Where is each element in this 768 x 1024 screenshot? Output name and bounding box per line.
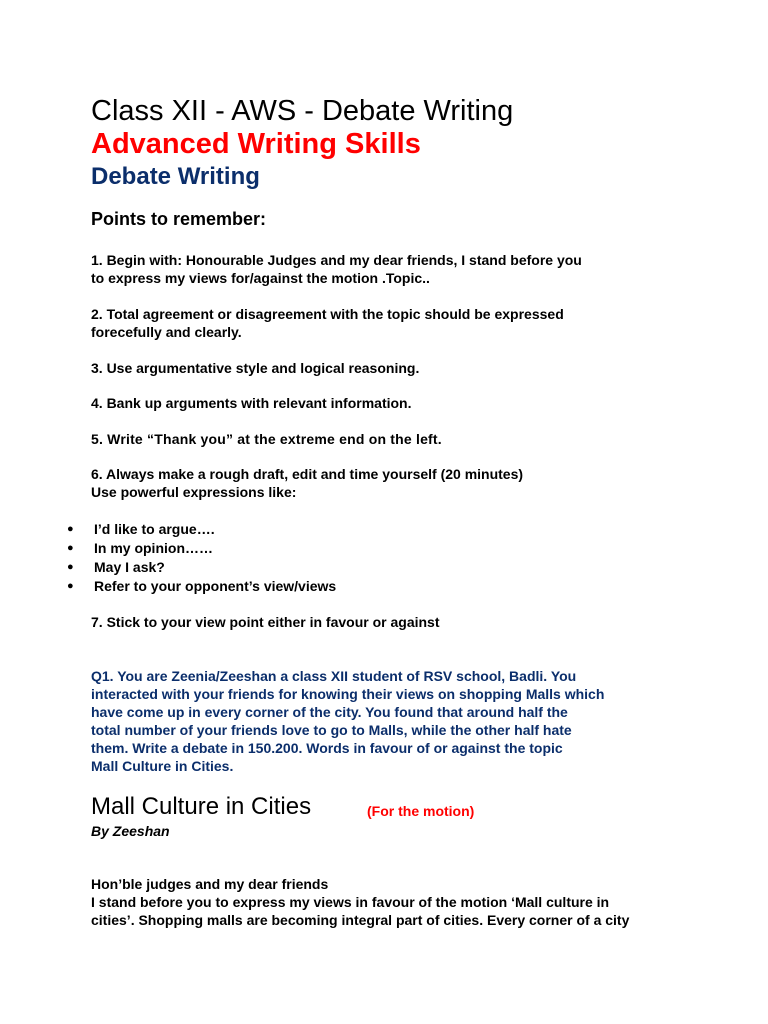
question-line: interacted with your friends for knowing their views on shopping Malls which (91, 686, 605, 702)
point-6-line-1: 6. Always make a rough draft, edit and time yourself (20 minutes) (91, 466, 524, 482)
author-byline: By Zeeshan (91, 823, 170, 839)
point-2-line-1: 2. Total agreement or disagreement with the topic should be expressed (91, 306, 564, 322)
list-item-text: May I ask? (94, 559, 165, 575)
point-1-line-2: to express my views for/against the motion .Topic.. (91, 270, 430, 286)
points-heading: Points to remember: (91, 209, 267, 229)
point-4: 4. Bank up arguments with relevant information. (91, 395, 412, 411)
point-1-line-1: 1. Begin with: Honourable Judges and my dear friends, I stand before you (91, 252, 582, 268)
debate-line: Hon’ble judges and my dear friends (91, 876, 329, 892)
debate-line: I stand before you to express my views in favour of the motion ‘Mall culture in (91, 894, 610, 910)
motion-label: (For the motion) (367, 803, 475, 819)
point-2 (91, 305, 564, 341)
point-3: 3. Use argumentative style and logical reasoning. (91, 360, 420, 376)
bullet-icon: ● (67, 523, 74, 535)
point-5: 5. Write “Thank you” at the extreme end on the left. (91, 431, 442, 447)
question-line: have come up in every corner of the city. You found that around half the (91, 704, 568, 720)
bullet-icon: ● (67, 542, 74, 554)
debate-body (91, 875, 629, 929)
bullet-icon: ● (67, 580, 74, 592)
list-item-text: Refer to your opponent’s view/views (94, 578, 337, 594)
point-1 (91, 251, 582, 287)
bullet-icon: ● (67, 561, 74, 573)
list-item-text: In my opinion…… (94, 540, 213, 556)
point-6 (91, 465, 523, 501)
point-6-line-2: Use powerful expressions like: (91, 484, 297, 500)
question-line: Mall Culture in Cities. (91, 758, 234, 774)
question-line: them. Write a debate in 150.200. Words in favour of or against the topic (91, 740, 563, 756)
section-heading-advanced-writing: Advanced Writing Skills (91, 128, 421, 160)
point-2-line-2: forecefully and clearly. (91, 324, 242, 340)
list-item-text: I’d like to argue…. (94, 521, 215, 537)
debate-line: cities’. Shopping malls are becoming integral part of cities. Every corner of a city (91, 912, 630, 928)
section-heading-debate-writing: Debate Writing (91, 163, 260, 190)
point-7: 7. Stick to your view point either in favour or against (91, 614, 440, 630)
question-line: total number of your friends love to go to Malls, while the other half hate (91, 722, 572, 738)
question-line: Q1. You are Zeenia/Zeeshan a class XII student of RSV school, Badli. You (91, 668, 577, 684)
debate-title: Mall Culture in Cities (91, 793, 312, 820)
question-q1 (91, 667, 604, 775)
page-title: Class XII - AWS - Debate Writing (91, 95, 514, 127)
